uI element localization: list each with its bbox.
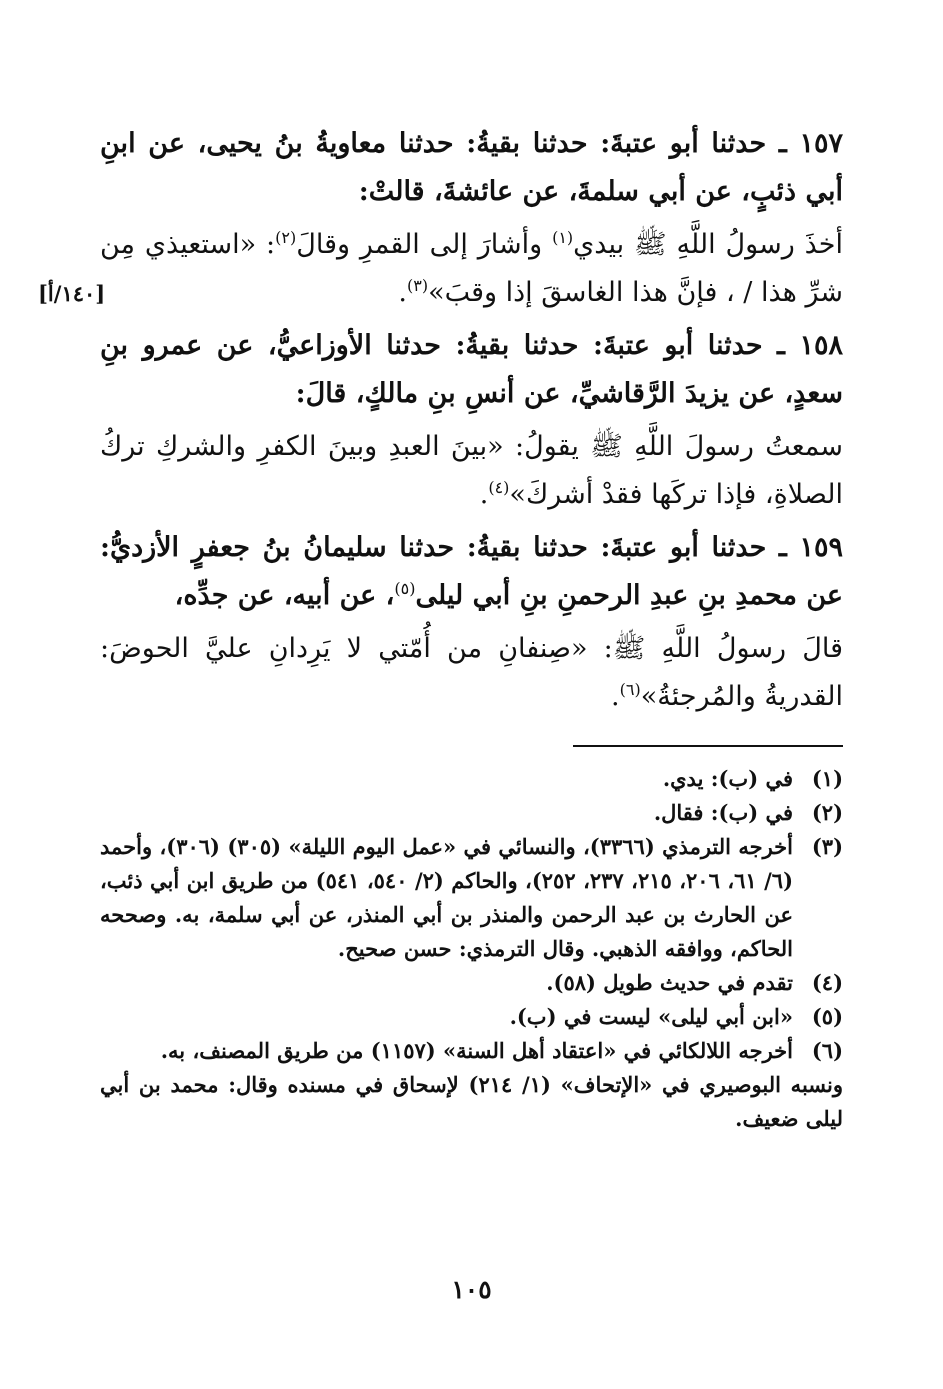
- footnote-item: [100, 1034, 843, 1068]
- footnote-item: [100, 1000, 843, 1034]
- hadith-159-text: قالَ رسولُ اللَّهِ ﷺ: «صِنفانِ من أُمّتي لا يَرِدانِ عليَّ الحوضَ: القدريةُ والمُرجئةُ»: [100, 633, 843, 712]
- footnote-item: [100, 966, 843, 1000]
- hadith-157-isnad: ١٥٧ ـ حدثنا أبو عتبةَ: حدثنا بقيةُ: حدثنا معاويةُ بنُ يحيى، عن ابنِ أبي ذئبٍ، عن أبي سلمةَ، عن عائشةَ، قالتْ:: [100, 128, 843, 207]
- footnote-6-continuation: ونسبه البوصيري في «الإتحاف» (١/ ٢١٤) لإسحاق في مسنده وقال: محمد بن أبي ليلى ضعيف.: [100, 1072, 844, 1132]
- footnote-ref-4[interactable]: (٤): [488, 477, 510, 497]
- footnote-number: (٣): [811, 834, 843, 860]
- hadith-157-text-c: : «استعيذي مِن شرِّ هذا / ، فإنَّ هذا الغاسقَ إذا وقبَ»: [100, 229, 843, 308]
- footnote-text: أخرجه الترمذي (٣٣٦٦)، والنسائي في «عمل اليوم الليلة» (٣٠٥) (٣٠٦)، وأحمد (٦/ ٦١، ٢٠٦، ٢١٥، ٢٣٧، ٢٥٢)، والحاكم (٢/ ٥٤٠، ٥٤١) من طريق ابن أبي ذئب، عن الحارث بن عبد الرحمن والمنذر بن أبي المنذر، عن أبي سلمة، به. وصححه الحاكم، ووافقه الذهبي. وقال الترمذي: حسن صحيح.: [100, 834, 794, 962]
- hadith-158-matn: [100, 423, 843, 518]
- hadith-158-text: سمعتُ رسولَ اللَّهِ ﷺ يقولُ: «بينَ العبدِ وبينَ الكفرِ والشركِ تركُ الصلاةِ، فإذا تركَها فقدْ أشركَ»: [100, 431, 843, 510]
- page-number: ١٠٥: [451, 1275, 492, 1304]
- hadith-157-chain: [100, 120, 843, 215]
- footnote-item: [100, 830, 843, 966]
- footnote-number: (١): [811, 766, 843, 791]
- footnote-text: «ابن أبي ليلى» ليست في (ب).: [509, 1004, 793, 1030]
- footnote-text: في (ب): فقال.: [653, 800, 793, 826]
- hadith-157-matn: [100, 221, 843, 316]
- hadith-159-isnad-b: ، عن أبيه، عن جدِّه،: [174, 579, 395, 611]
- hadith-159-end: .: [611, 680, 620, 712]
- hadith-158-chain: [100, 322, 843, 417]
- main-text: [100, 120, 843, 726]
- hadith-158-end: .: [479, 478, 489, 510]
- hadith-159-isnad-a: ١٥٩ ـ حدثنا أبو عتبةَ: حدثنا بقيةُ: حدثنا سليمانُ بنُ جعفرٍ الأزديُّ: عن محمدِ بنِ عبدِ الرحمنِ بنِ أبي ليلى: [100, 532, 843, 611]
- footnote-ref-5[interactable]: (٥): [394, 578, 416, 598]
- footnote-text: في (ب): يدي.: [662, 766, 793, 791]
- footnotes: [100, 762, 843, 1136]
- manuscript-folio-marker: [١٤٠/أ]: [38, 281, 106, 306]
- footnote-ref-2[interactable]: (٢): [275, 228, 297, 248]
- footnote-number: (٦): [811, 1038, 843, 1064]
- hadith-157-end: .: [398, 276, 407, 308]
- footnote-item: [100, 796, 843, 830]
- footnote-ref-3[interactable]: (٣): [407, 275, 429, 295]
- footnote-ref-6[interactable]: (٦): [619, 679, 641, 699]
- hadith-157-text-a: أخذَ رسولُ اللَّهِ ﷺ بيدي: [573, 229, 843, 261]
- hadith-159-chain: [100, 524, 843, 619]
- footnote-number: (٥): [811, 1004, 843, 1030]
- hadith-158-isnad: ١٥٨ ـ حدثنا أبو عتبةَ: حدثنا بقيةُ: حدثنا الأوزاعيُّ، عن عمرو بنِ سعدٍ، عن يزيدَ الرَّقاشيِّ، عن أنسِ بنِ مالكٍ، قالَ:: [100, 330, 843, 409]
- footnote-number: (٤): [811, 970, 843, 996]
- hadith-159-matn: [100, 625, 843, 720]
- footnote-separator: [573, 745, 843, 747]
- hadith-157-text-b: وأشارَ إلى القمرِ وقالَ: [296, 229, 553, 261]
- footnote-item: [100, 762, 843, 796]
- footnote-number: (٢): [811, 800, 843, 826]
- footnote-ref-1[interactable]: (١): [552, 228, 574, 248]
- footnote-text: أخرجه اللالكائي في «اعتقاد أهل السنة» (١١٥٧) من طريق المصنف، به.: [160, 1038, 793, 1064]
- footnote-text: تقدم في حديث طويل (٥٨).: [546, 970, 793, 996]
